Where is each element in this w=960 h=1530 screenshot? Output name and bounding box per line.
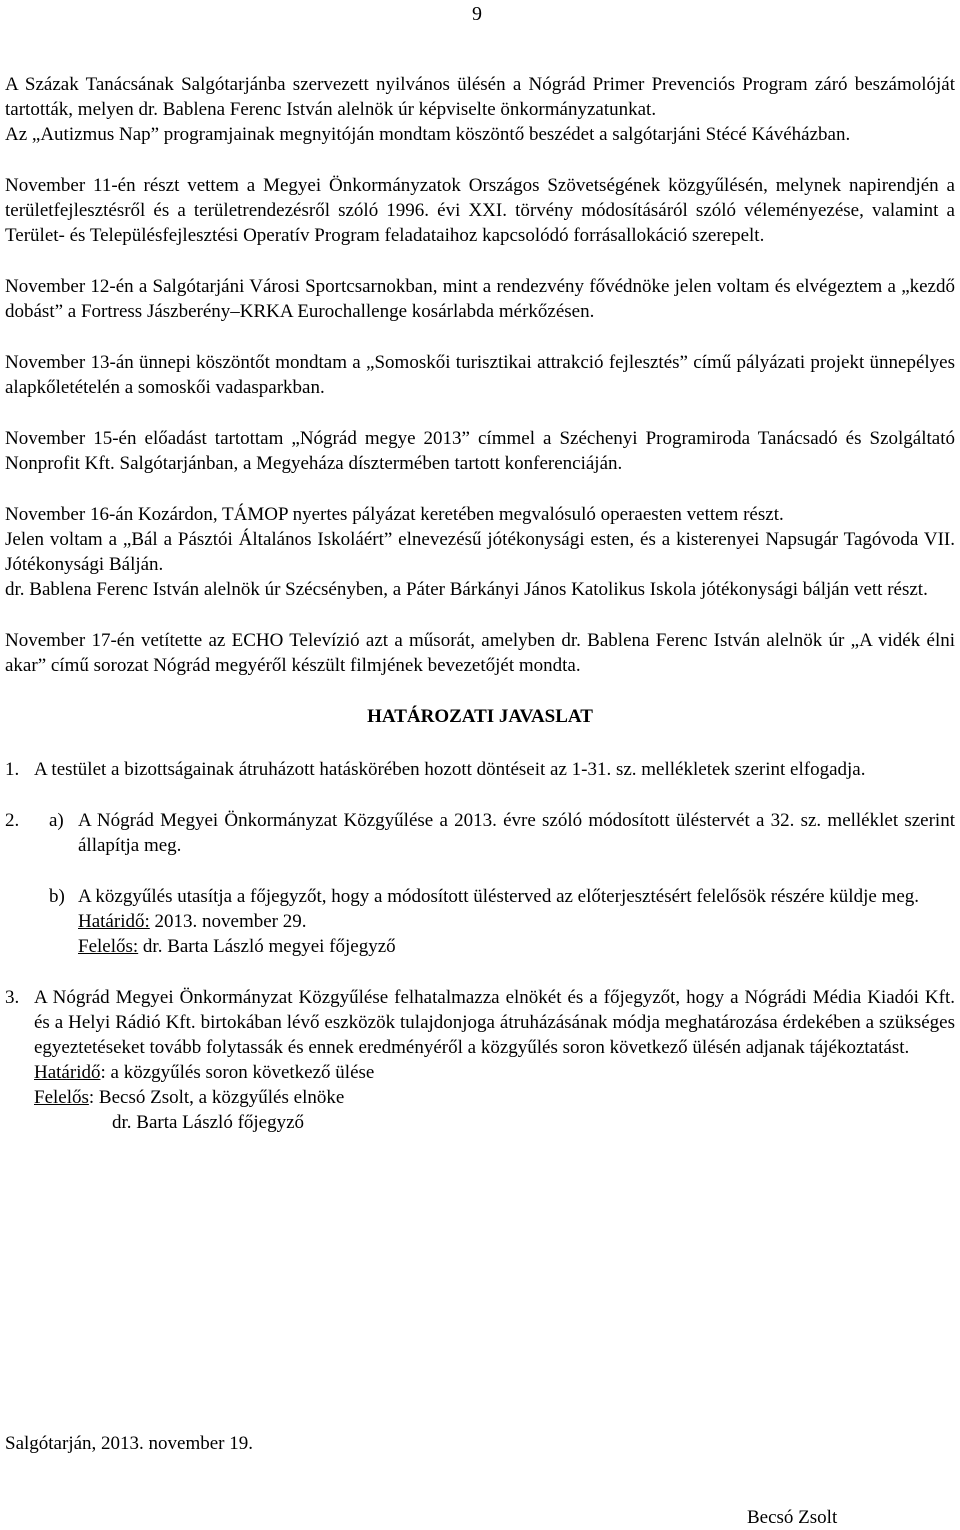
deadline-label: Határidő [34, 1062, 101, 1083]
signature-name: Becsó Zsolt [747, 1507, 838, 1528]
responsible-value: dr. Barta László megyei főjegyző [138, 936, 396, 957]
resolution-heading: HATÁROZATI JAVASLAT [367, 706, 593, 727]
item-3-deadline [5, 1060, 955, 1085]
resolution-item-3 [5, 985, 955, 1060]
item-number: 1. [5, 759, 20, 780]
page-number: 9 [472, 3, 482, 25]
deadline-value: 2013. november 29. [149, 911, 307, 932]
subitem-text: A Nógrád Megyei Önkormányzat Közgyűlése a 2013. évre szóló módosított üléstervét a 32. sz. melléklet szerint állapítja meg. [78, 810, 955, 856]
paragraph-november-11: November 11-én részt vettem a Megyei Önkormányzatok Országos Szövetségének közgyűlésén, melynek napirendjén a területfejlesztésről és a területrendezésről szóló 1996. évi XXI. törvény módosításáról szóló véleményezése, valamint a Terület- és Településfejlesztési Operatív Program feladataihoz kapcsolódó forrásallokáció szerepelt. [5, 175, 955, 246]
responsible-label: Felelős: [78, 936, 139, 957]
subitem-letter: a) [49, 810, 64, 831]
deadline-label: Határidő: [78, 911, 150, 932]
paragraph-november-15: November 15-én előadást tartottam „Nógrád megye 2013” címmel a Széchenyi Programiroda Tanácsadó és Szolgáltató Nonprofit Kft. Salgótarjánban, a Megyeháza dísztermében tartott konferenciáján. [5, 428, 955, 474]
item-3-responsible [5, 1085, 955, 1110]
paragraph-autizmus-nap: Az „Autizmus Nap” programjainak megnyitóján mondtam köszöntő beszédet a salgótarjáni Stécé Kávéházban. [5, 124, 851, 145]
resolution-item-1 [5, 757, 955, 782]
paragraph-november-12: November 12-én a Salgótarjáni Városi Sportcsarnokban, mint a rendezvény fővédnöke jelen voltam és elvégeztem a „kezdő dobást” a Fortress Jászberény–KRKA Eurochallenge kosárlabda mérkőzésen. [5, 276, 955, 322]
subitem-letter: b) [49, 886, 65, 907]
subitem-text: A közgyűlés utasítja a főjegyzőt, hogy a módosított ülésterved az előterjesztésért felelősök részére küldje meg. [78, 886, 920, 907]
responsible-value: : Becsó Zsolt, a közgyűlés elnöke [88, 1087, 345, 1108]
paragraph-bal-pasztoi: Jelen voltam a „Bál a Pásztói Általános Iskoláért” elnevezésű jótékonysági esten, és a kisterenyei Napsugár Tagóvoda VII. Jótékonysági Bálján. [5, 529, 955, 575]
paragraph-november-13: November 13-án ünnepi köszöntőt mondtam a „Somoskői turisztikai attrakció fejlesztés” című pályázati projekt ünnepélyes alapkőletételén a somoskői vadasparkban. [5, 352, 955, 398]
resolution-item-2a [5, 808, 955, 858]
item-2b-responsible [5, 934, 955, 959]
paragraph-szazak-tanacsa: A Százak Tanácsának Salgótarjánba szervezett nyilvános ülésén a Nógrád Primer Prevenciós Program záró beszámolóját tartották, melyen dr. Bablena Ferenc István alelnök úr képviselte önkormányzatunkat. [5, 74, 955, 120]
item-text: A testület a bizottságainak átruházott hatáskörében hozott döntéseit az 1-31. sz. mellékletek szerint elfogadja. [34, 759, 866, 780]
item-text: A Nógrád Megyei Önkormányzat Közgyűlése felhatalmazza elnökét és a főjegyzőt, hogy a Nógrádi Média Kiadói Kft. és a Helyi Rádió Kft. birtokában lévő eszközök tulajdonjoga átruházásának módja meghatározása érdekében a szükséges egyeztetéseket tovább folytassák és ennek eredményéről a közgyűlés soron következő ülésén adjanak tájékoztatást. [34, 987, 955, 1058]
resolution-item-2b [5, 884, 955, 909]
deadline-value: : a közgyűlés soron következő ülése [100, 1062, 375, 1083]
item-3-responsible-2: dr. Barta László főjegyző [112, 1112, 305, 1133]
date-line: Salgótarján, 2013. november 19. [5, 1433, 254, 1454]
paragraph-bablena-szecseny: dr. Bablena Ferenc István alelnök úr Szécsényben, a Páter Bárkányi János Katolikus Iskola jótékonysági bálján vett részt. [5, 579, 928, 600]
responsible-label: Felelős [34, 1087, 89, 1108]
item-number: 3. [5, 987, 20, 1008]
paragraph-november-16-kozard: November 16-án Kozárdon, TÁMOP nyertes pályázat keretében megvalósuló operaesten vettem részt. [5, 504, 784, 525]
paragraph-november-17: November 17-én vetítette az ECHO Televízió azt a műsorát, amelyben dr. Bablena Ferenc István alelnök úr „A vidék élni akar” című sorozat Nógrád megyéről készült filmjének bevezetőjét mondta. [5, 630, 955, 676]
document-body [5, 72, 955, 1135]
item-number: 2. [5, 810, 20, 831]
item-2b-deadline [5, 909, 955, 934]
